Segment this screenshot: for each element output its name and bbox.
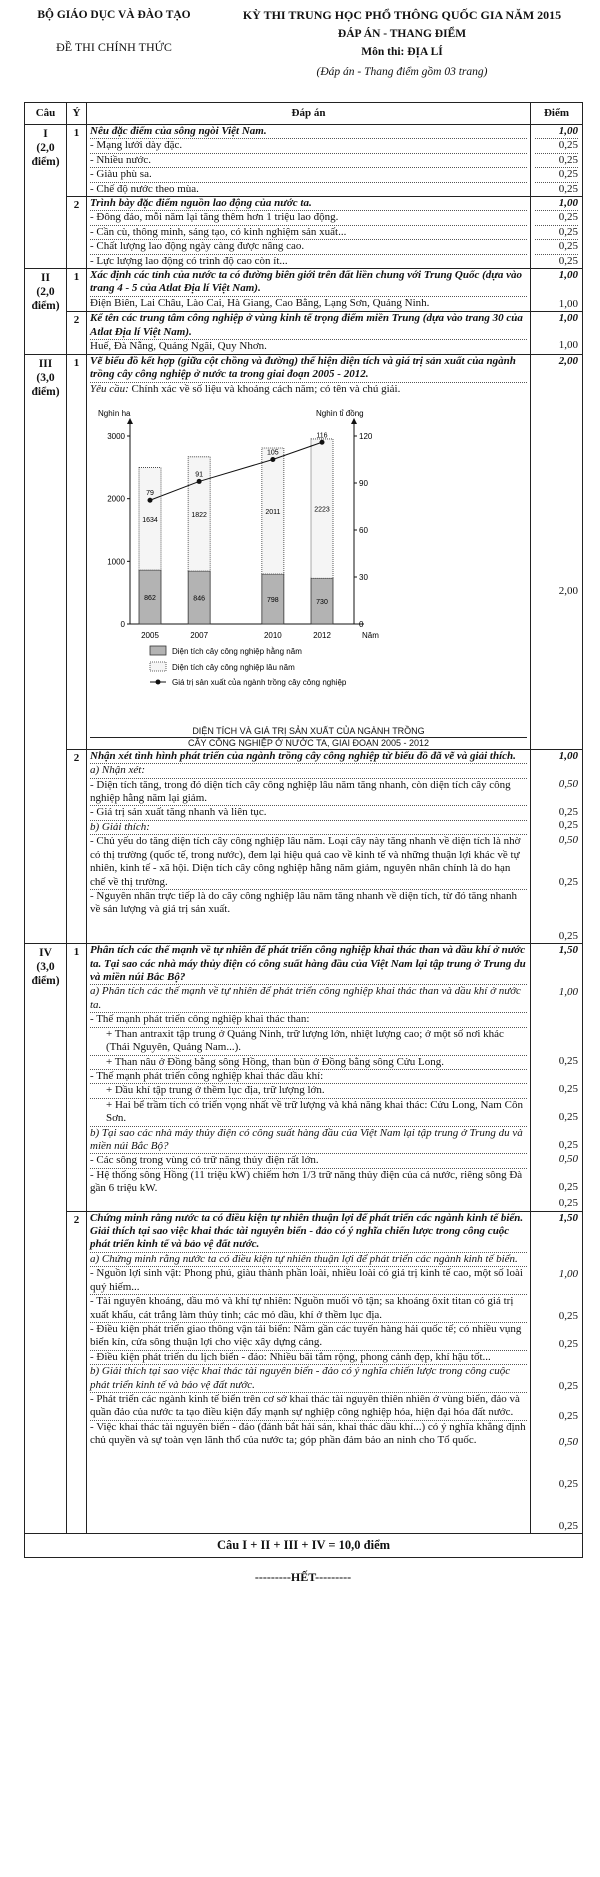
q1-item2-line: - Lực lượng lao động có trình độ cao còn ít...	[90, 254, 527, 268]
q2-item1-answer: Điện Biên, Lai Châu, Lào Cai, Hà Giang, Cao Bằng, Lạng Sơn, Quảng Ninh.	[90, 296, 527, 310]
q2-item2-row	[25, 312, 583, 354]
q3-item1-scores	[531, 354, 583, 749]
q4-item1-a-line: - Thế mạnh phát triển công nghiệp khai thác dầu khí:	[90, 1069, 527, 1083]
q1-item1-content	[87, 125, 531, 197]
q2-item2-content	[87, 312, 531, 354]
legend-line-marker	[156, 679, 161, 684]
score: 1,00	[558, 1267, 578, 1280]
bar-annual-label: 798	[267, 596, 279, 604]
bar-perennial-label: 1822	[191, 511, 207, 519]
q3-item1-content	[87, 354, 531, 749]
q2-item1-scores	[531, 269, 583, 312]
right-axis-arrow	[351, 418, 357, 424]
score: 2,00	[558, 354, 578, 367]
col-question-header: Câu	[25, 103, 67, 125]
q2-item2-scores	[531, 312, 583, 354]
q4-item2-a-line: - Nguồn lợi sinh vật: Phong phú, giàu thành phần loài, nhiều loài có giá trị kinh tế cao, một số loài quý hiếm...	[90, 1266, 527, 1294]
document-header	[24, 6, 582, 102]
q2-item2-answer: Huế, Đà Nẵng, Quảng Ngãi, Quy Nhơn.	[90, 339, 527, 353]
score: 0,25	[558, 1055, 578, 1068]
q3-cell	[25, 354, 67, 944]
q4-item1-a-line: + Hai bể trầm tích có triển vọng nhất về trữ lượng và khả năng khai thác: Cửu Long, Nam Côn Sơn.	[90, 1098, 527, 1126]
q1-item2-line: - Đông đảo, mỗi năm lại tăng thêm hơn 1 triệu lao động.	[90, 210, 527, 224]
q4-item1-b-line: - Các sông trong vùng có trữ năng thủy điện rất lớn.	[90, 1153, 527, 1167]
q4-item2-title: Chứng minh rằng nước ta có điều kiện tự nhiên thuận lợi để phát triển các ngành kinh tế biển. Giải thích tại sao việc khai thác tài nguyên biển - đảo có ý nghĩa chiến lược trong công cuộc phát triển kinh tế và bảo vệ đất nước.	[90, 1211, 524, 1251]
q1-item1-line: - Chế độ nước theo mùa.	[90, 182, 527, 196]
q3-item1-no: 1	[67, 354, 87, 749]
right-tick-label: 60	[359, 525, 368, 535]
page-count-note: (Đáp án - Thang điểm gồm 03 trang)	[316, 65, 488, 78]
requirement-label: Yêu cầu:	[90, 382, 129, 395]
q4-points: (3,0 điểm)	[31, 961, 60, 988]
q3-item1-row	[25, 354, 583, 749]
q3-item2-a-head	[90, 763, 527, 777]
q1-points: (2,0 điểm)	[31, 142, 60, 169]
score: 1,00	[558, 125, 578, 137]
q1-item1-row	[25, 125, 583, 197]
total-score: Câu I + II + III + IV = 10,0 điểm	[25, 1534, 583, 1558]
bar-annual-label: 846	[193, 595, 205, 603]
q1-item2-row	[25, 197, 583, 269]
q3-item2-b-line: - Nguyên nhân trực tiếp là do cây công nghiệp lâu năm tăng nhanh về diện tích, từ đó tăng nhanh về sản lượng và giá trị sản xuất.	[90, 889, 527, 917]
right-axis-label: Nghìn tỉ đồng	[316, 408, 364, 418]
x-tick-label: 2005	[141, 630, 159, 640]
score: 1,00	[558, 986, 578, 999]
col-score-header: Điểm	[531, 103, 583, 125]
left-axis-arrow	[127, 418, 133, 424]
answer-key-title: ĐÁP ÁN - THANG ĐIỂM	[337, 27, 467, 40]
score: 0,25	[535, 167, 578, 181]
exam-title: KỲ THI TRUNG HỌC PHỔ THÔNG QUỐC GIA NĂM 2015	[242, 8, 562, 22]
q4-item2-b-label: b) Giải thích tại sao việc khai thác tài nguyên biển - đảo có ý nghĩa chiến lược trong công cuộc phát triển kinh tế và bảo vệ đất nước.	[90, 1364, 527, 1392]
q3-item2-a-label: a) Nhận xét:	[90, 764, 145, 777]
q3-item2-title: Nhận xét tình hình phát triển của ngành trồng cây công nghiệp từ biểu đồ đã vẽ và giải thích.	[90, 749, 516, 762]
x-tick-label: 2010	[263, 630, 282, 640]
q3-item2-no: 2	[67, 749, 87, 943]
q4-item1-row	[25, 944, 583, 1211]
q3-item2-scores	[531, 749, 583, 943]
q1-item2-scores	[531, 197, 583, 269]
score: 0,25	[558, 1519, 578, 1532]
ministry-name: BỘ GIÁO DỤC VÀ ĐÀO TẠO	[37, 9, 191, 21]
left-axis-label: Nghìn ha	[98, 408, 131, 418]
bar-perennial-label: 1634	[142, 516, 158, 524]
q4-item1-b-line: - Hệ thống sông Hồng (11 triệu kW) chiếm hơn 1/3 trữ năng thủy điện của cả nước, riêng sông Đà gần 6 triệu kW.	[90, 1168, 527, 1196]
score: 0,25	[535, 210, 578, 224]
q4-item1-content	[87, 944, 531, 1211]
chart-caption-line2: CÂY CÔNG NGHIỆP Ở NƯỚC TA, GIAI ĐOẠN 2005 - 2012	[90, 737, 527, 749]
combo-chart	[90, 396, 530, 726]
q1-item1-no: 1	[67, 125, 87, 197]
bar-annual-label: 730	[316, 599, 328, 607]
q2-item1-no: 1	[67, 269, 87, 312]
score: 1,50	[558, 944, 578, 957]
right-tick-label: 90	[359, 478, 368, 488]
q1-item2-line: - Chất lượng lao động ngày càng được nâng cao.	[90, 239, 527, 253]
score: 0,25	[558, 929, 578, 942]
official-exam-label: ĐỀ THI CHÍNH THỨC	[56, 40, 172, 55]
q4-item2-scores	[531, 1211, 583, 1533]
q4-item1-a-line: + Than nâu ở Đồng bằng sông Hồng, than bùn ở Đồng bằng sông Cửu Long.	[90, 1055, 527, 1069]
q4-item2-a-line: - Điều kiện phát triển du lịch biển - đảo: Nhiều bãi tắm rộng, phong cảnh đẹp, khí hậu tốt...	[90, 1350, 527, 1364]
score: 0,50	[558, 1435, 578, 1448]
q4-item2-b-line: - Phát triển các ngành kinh tế biển trên cơ sở khai thác tài nguyên thiên nhiên ở vùng biển, đảo và quần đảo của nước ta tạo điều kiện đẩy mạnh sự nghiệp công nghiệp hóa, hiện đại hóa đất nước.	[90, 1392, 527, 1420]
q4-item1-b-label: b) Tại sao các nhà máy thủy điện có công suất hàng đầu của Việt Nam lại tập trung ở Trung du và miền núi Bắc Bộ?	[90, 1126, 527, 1154]
line-point	[270, 457, 275, 462]
score: 0,25	[558, 1379, 578, 1392]
right-tick-label: 120	[359, 431, 373, 441]
q4-item2-a-label: a) Chứng minh rằng nước ta có điều kiện tự nhiên thuận lợi để phát triển các ngành kinh tế biển.	[90, 1252, 527, 1266]
col-item-header: Ý	[67, 103, 87, 125]
q3-requirement	[90, 382, 527, 396]
line-series	[150, 442, 322, 500]
x-unit-label: Năm	[362, 630, 379, 640]
legend-perennial-swatch	[150, 662, 166, 671]
q2-item2-title: Kể tên các trung tâm công nghiệp ở vùng kinh tế trọng điểm miền Trung (dựa vào trang 30 của Atlat Địa lí Việt Nam).	[90, 312, 523, 338]
line-point	[197, 479, 202, 484]
q1-item1-title: Nêu đặc điểm của sông ngòi Việt Nam.	[90, 125, 267, 137]
score: 1,00	[558, 749, 578, 762]
bar-annual-label: 862	[144, 594, 156, 602]
x-tick-label: 2012	[313, 630, 331, 640]
score: 0,25	[558, 875, 578, 888]
header-left	[24, 6, 204, 102]
q4-item1-a-line: - Thế mạnh phát triển công nghiệp khai thác than:	[90, 1012, 527, 1026]
score: 0,25	[535, 153, 578, 167]
left-tick-label: 3000	[107, 431, 125, 441]
score: 0,25	[558, 805, 578, 818]
line-point-label: 79	[146, 490, 154, 498]
line-point-label: 91	[195, 471, 204, 479]
score: 0,25	[558, 1111, 578, 1124]
score: 0,25	[558, 1309, 578, 1322]
q4-item1-scores	[531, 944, 583, 1211]
q2-item2-no: 2	[67, 312, 87, 354]
q3-item1-title: Vẽ biểu đồ kết hợp (giữa cột chồng và đường) thể hiện diện tích và giá trị sản xuất của ngành trồng cây công nghiệp ở nước ta trong giai đoạn 2005 - 2012.	[90, 354, 516, 381]
q2-cell	[25, 269, 67, 355]
right-tick-label: 0	[359, 619, 364, 629]
score-spacer	[535, 1027, 578, 1041]
score: 1,00	[558, 197, 578, 210]
score: 2,00	[558, 584, 578, 597]
line-point	[148, 498, 153, 503]
q1-item2-line: - Cần cù, thông minh, sáng tạo, có kinh nghiệm sản xuất...	[90, 225, 527, 239]
header-right	[222, 6, 582, 102]
q4-label: IV	[39, 947, 52, 960]
chart-caption-line1: DIỆN TÍCH VÀ GIÁ TRỊ SẢN XUẤT CỦA NGÀNH TRỒNG	[192, 725, 425, 736]
score: 1,00	[558, 312, 578, 325]
q1-item1-scores	[531, 125, 583, 197]
q4-item2-content	[87, 1211, 531, 1533]
q4-item1-no: 1	[67, 944, 87, 1211]
left-tick-label: 1000	[107, 557, 125, 567]
q2-item1-title: Xác định các tỉnh của nước ta có đường biên giới trên đất liền chung với Trung Quốc (dựa vào trang 4 - 5 của Atlat Địa lí Việt Nam).	[90, 269, 522, 295]
q3-points: (3,0 điểm)	[31, 371, 60, 398]
q3-item2-b-line: - Chủ yếu do tăng diện tích cây công nghiệp lâu năm. Loại cây này tăng nhanh về diện tích là nhờ có thị trường (quốc tế, trong nước), đem lại hiệu quả cao về kinh tế và những thuận lợi khác về tự nhiên, kinh tế - xã hội. Diện tích cây công nghiệp hằng năm giảm, nguyên nhân chính là do hạn chế về thị trường.	[90, 834, 527, 889]
end-marker: ---------HẾT---------	[254, 1570, 352, 1585]
answer-table	[24, 102, 583, 1558]
q4-item2-b-line: - Việc khai thác tài nguyên biển - đảo (đánh bắt hải sản, khai thác dầu khí...) có ý nghĩa khẳng định chủ quyền và sự toàn vẹn lãnh thổ của nước ta; góp phần đảm bảo an ninh cho Tổ quốc.	[90, 1420, 526, 1447]
right-tick-label: 30	[359, 572, 368, 582]
score: 0,25	[558, 818, 578, 831]
q1-item2-title: Trình bày đặc điểm nguồn lao động của nước ta.	[90, 197, 312, 210]
q4-item2-a-line: - Điều kiện phát triển giao thông vận tải biển: Nằm gần các tuyến hàng hải quốc tế; có nhiều vụng biển kín, cửa sông thuận lợi cho việc xây dựng cảng.	[90, 1322, 527, 1350]
q2-label: II	[41, 272, 50, 285]
score: 0,50	[558, 833, 578, 846]
q1-item2-no: 2	[67, 197, 87, 269]
score: 1,00	[558, 339, 578, 352]
subject-title: Môn thi: ĐỊA LÍ	[361, 45, 443, 58]
q1-item1-line: - Nhiều nước.	[90, 153, 527, 167]
bar-perennial-label: 2223	[314, 506, 330, 514]
score-spacer	[535, 1097, 578, 1111]
left-tick-label: 0	[120, 619, 125, 629]
legend-perennial-label: Diện tích cây công nghiệp lâu năm	[172, 662, 295, 672]
q4-item1-title: Phân tích các thế mạnh về tự nhiên để phát triển công nghiệp khai thác than và dầu khí ở nước ta. Tại sao các nhà máy thủy điện có công suất hàng đầu của Việt Nam lại tập trung ở Trung du và miền núi Bắc Bộ?	[90, 944, 526, 984]
score: 1,00	[558, 298, 578, 311]
q4-item1-a-line: + Than antraxit tập trung ở Quảng Ninh, trữ lượng lớn, nhiệt lượng cao; ở một số nơi khác (Thái Nguyên, Quảng Nam...).	[90, 1027, 527, 1055]
q1-item1-line: - Giàu phù sa.	[90, 167, 527, 181]
q2-item1-row	[25, 269, 583, 312]
q4-cell	[25, 944, 67, 1534]
q3-label: III	[38, 357, 53, 370]
q3-item2-b-label: b) Giải thích:	[90, 820, 527, 834]
q3-item2-row	[25, 749, 583, 943]
score: 0,25	[558, 1409, 578, 1422]
total-row	[25, 1534, 583, 1558]
score: 0,25	[558, 1181, 578, 1194]
q2-points: (2,0 điểm)	[31, 286, 60, 313]
legend-annual-label: Diện tích cây công nghiệp hằng năm	[172, 646, 302, 656]
q4-item2-row	[25, 1211, 583, 1533]
line-point-label: 116	[316, 432, 328, 440]
q3-item2-a-line: - Diện tích tăng, trong đó diện tích cây công nghiệp lâu năm tăng nhanh, còn diện tích cây công nghiệp hằng năm lại giảm.	[90, 778, 527, 806]
q3-item2-a-line: - Giá trị sản xuất tăng nhanh và liên tục.	[90, 805, 527, 819]
legend-line-label: Giá trị sản xuất của ngành trồng cây công nghiệp	[172, 677, 347, 687]
score: 1,00	[558, 269, 578, 282]
score: 0,25	[535, 182, 578, 196]
left-tick-label: 2000	[107, 494, 125, 504]
score: 0,25	[558, 1337, 578, 1350]
q4-item2-no: 2	[67, 1211, 87, 1533]
score: 0,25	[558, 1197, 578, 1210]
q1-item2-content	[87, 197, 531, 269]
line-point-label: 105	[267, 449, 279, 457]
chart-container	[90, 396, 527, 726]
q3-item2-content	[87, 749, 531, 943]
score: 0,25	[558, 1139, 578, 1152]
score: 1,50	[558, 1211, 578, 1224]
q1-item1-line: - Mạng lưới dày đặc.	[90, 138, 527, 152]
score: 0,50	[558, 777, 578, 790]
table-header-row	[25, 103, 583, 125]
q2-item1-content	[87, 269, 531, 312]
score: 0,50	[558, 1153, 578, 1166]
line-point	[320, 440, 325, 445]
score: 0,25	[535, 239, 578, 253]
col-answer-header: Đáp án	[87, 103, 531, 125]
bar-perennial-label: 2011	[265, 508, 281, 516]
q4-item2-a-line: - Tài nguyên khoáng, dầu mỏ và khí tự nhiên: Nguồn muối vô tận; sa khoáng ôxit titan có giá trị xuất khẩu, cát trắng làm thủy tinh; các mỏ dầu, khí ở thềm lục địa.	[90, 1294, 527, 1322]
score: 0,25	[535, 138, 578, 152]
q4-item1-a-line: + Dầu khí tập trung ở thềm lục địa, trữ lượng lớn.	[90, 1083, 527, 1097]
score: 0,25	[535, 225, 578, 239]
requirement-text: Chính xác về số liệu và khoảng cách năm; có tên và chú giải.	[131, 382, 401, 395]
score: 0,25	[558, 1083, 578, 1096]
x-tick-label: 2007	[190, 630, 209, 640]
score: 0,25	[535, 254, 578, 268]
score: 0,25	[558, 1477, 578, 1490]
q1-label: I	[43, 128, 48, 140]
q1-cell	[25, 125, 67, 269]
q4-item1-a-label: a) Phân tích các thế mạnh về tự nhiên để phát triển công nghiệp khai thác than và dầu khí ở nước ta.	[90, 984, 527, 1012]
legend-annual-swatch	[150, 646, 166, 655]
